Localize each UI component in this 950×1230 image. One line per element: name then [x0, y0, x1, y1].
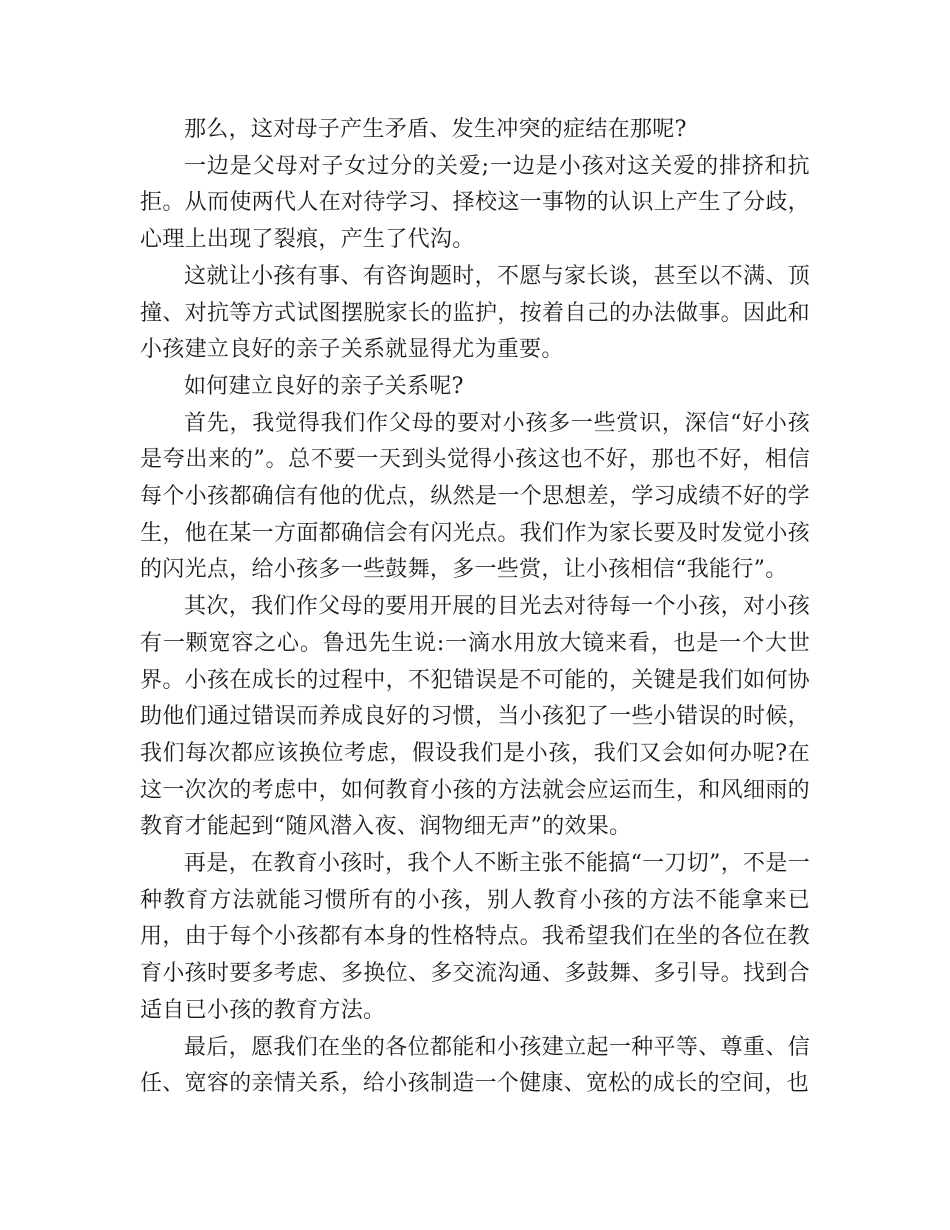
paragraph-parent-child-relationship: 这就让小孩有事、有咨询题时，不愿与家长谈，甚至以不满、顶撞、对抗等方式试图摆脱家长的监护，按着自己的办法做事。因此和小孩建立良好的亲子关系就显得尤为重要。 — [140, 263, 810, 363]
paragraph-second-tolerance: 其次，我们作父母的要用开展的目光去对待每一个小孩，对小孩有一颗宽容之心。鲁迅先生说:一滴水用放大镜来看，也是一个大世界。小孩在成长的过程中，不犯错误是不可能的，关键是我们如何协助他们通过错误而养成良好的习惯，当小孩犯了一些小错误的时候，我们每次都应该换位考虑，假设我们是小孩，我们又会如何办呢?在这一次次的考虑中，如何教育小孩的方法就会应运而生，和风细雨的教育才能起到“随风潜入夜、润物细无声”的效果。 — [140, 594, 810, 840]
paragraph-first-appreciation: 首先，我觉得我们作父母的要对小孩多一些赏识，深信“好小孩是夸出来的”。总不要一天到头觉得小孩这也不好，那也不好，相信每个小孩都确信有他的优点，纵然是一个思想差，学习成绩不好的学生，他在某一方面都确信会有闪光点。我们作为家长要及时发觉小孩的闪光点，给小孩多一些鼓舞，多一些赏，让小孩相信“我能行”。 — [140, 410, 810, 583]
paragraph-third-individual-methods: 再是，在教育小孩时，我个人不断主张不能搞“一刀切”，不是一种教育方法就能习惯所有的小孩，别人教育小孩的方法不能拿来已用，由于每个小孩都有本身的性格特点。我希望我们在坐的各位在教育小孩时要多考虑、多换位、多交流沟通、多鼓舞、多引导。找到合适自已小孩的教育方法。 — [140, 851, 810, 1023]
paragraph-finally: 最后，愿我们在坐的各位都能和小孩建立起一种平等、尊重、信任、宽容的亲情关系，给小孩制造一个健康、宽松的成长的空间，也 — [140, 1034, 810, 1097]
paragraph-generation-gap: 一边是父母对子女过分的关爱;一边是小孩对这关爱的排挤和抗拒。从而使两代人在对待学习、择校这一事物的认识上产生了分歧，心理上出现了裂痕，产生了代沟。 — [140, 153, 810, 253]
paragraph-conflict-question: 那么，这对母子产生矛盾、发生冲突的症结在那呢? — [184, 117, 687, 142]
paragraph-how-question: 如何建立良好的亲子关系呢? — [184, 373, 464, 399]
